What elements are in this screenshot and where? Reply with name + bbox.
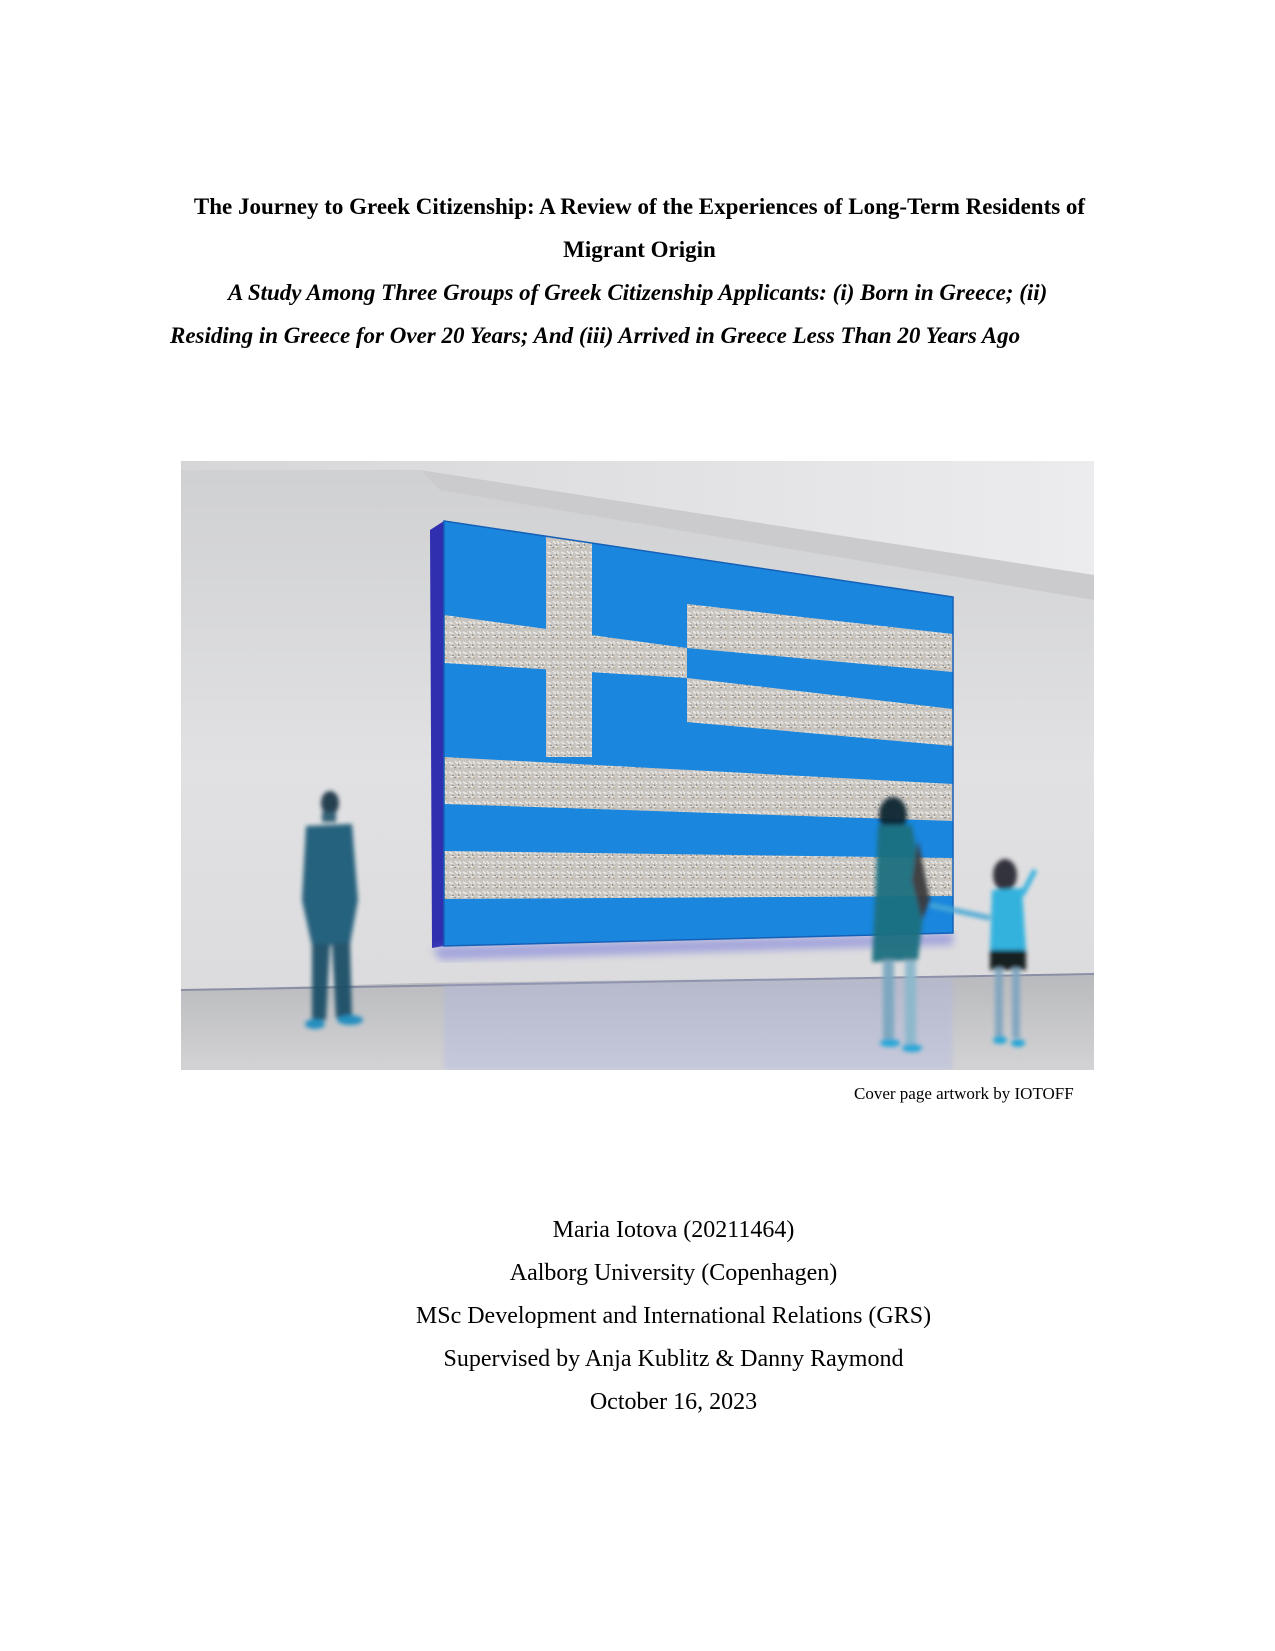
degree-program: MSc Development and International Relations (GRS): [415, 1303, 932, 1329]
thesis-subtitle-line-1: A Study Among Three Groups of Greek Citizenship Applicants: (i) Born in Greece; (ii): [228, 280, 1048, 305]
thesis-subtitle-line-2: Residing in Greece for Over 20 Years; And (iii) Arrived in Greece Less Than 20 Years Ago: [170, 323, 1021, 348]
supervisors: Supervised by Anja Kublitz & Danny Raymond: [443, 1346, 904, 1372]
thesis-title-line-2: Migrant Origin: [563, 237, 716, 262]
artwork-caption: Cover page artwork by IOTOFF: [854, 1084, 1074, 1103]
thesis-title-line-1: The Journey to Greek Citizenship: A Review of the Experiences of Long-Term Residents of: [193, 194, 1086, 219]
submission-date: October 16, 2023: [589, 1389, 758, 1415]
cover-artwork-image: [181, 461, 1094, 1070]
author-name: Maria Iotova (20211464): [552, 1217, 795, 1243]
university-name: Aalborg University (Copenhagen): [509, 1260, 838, 1286]
